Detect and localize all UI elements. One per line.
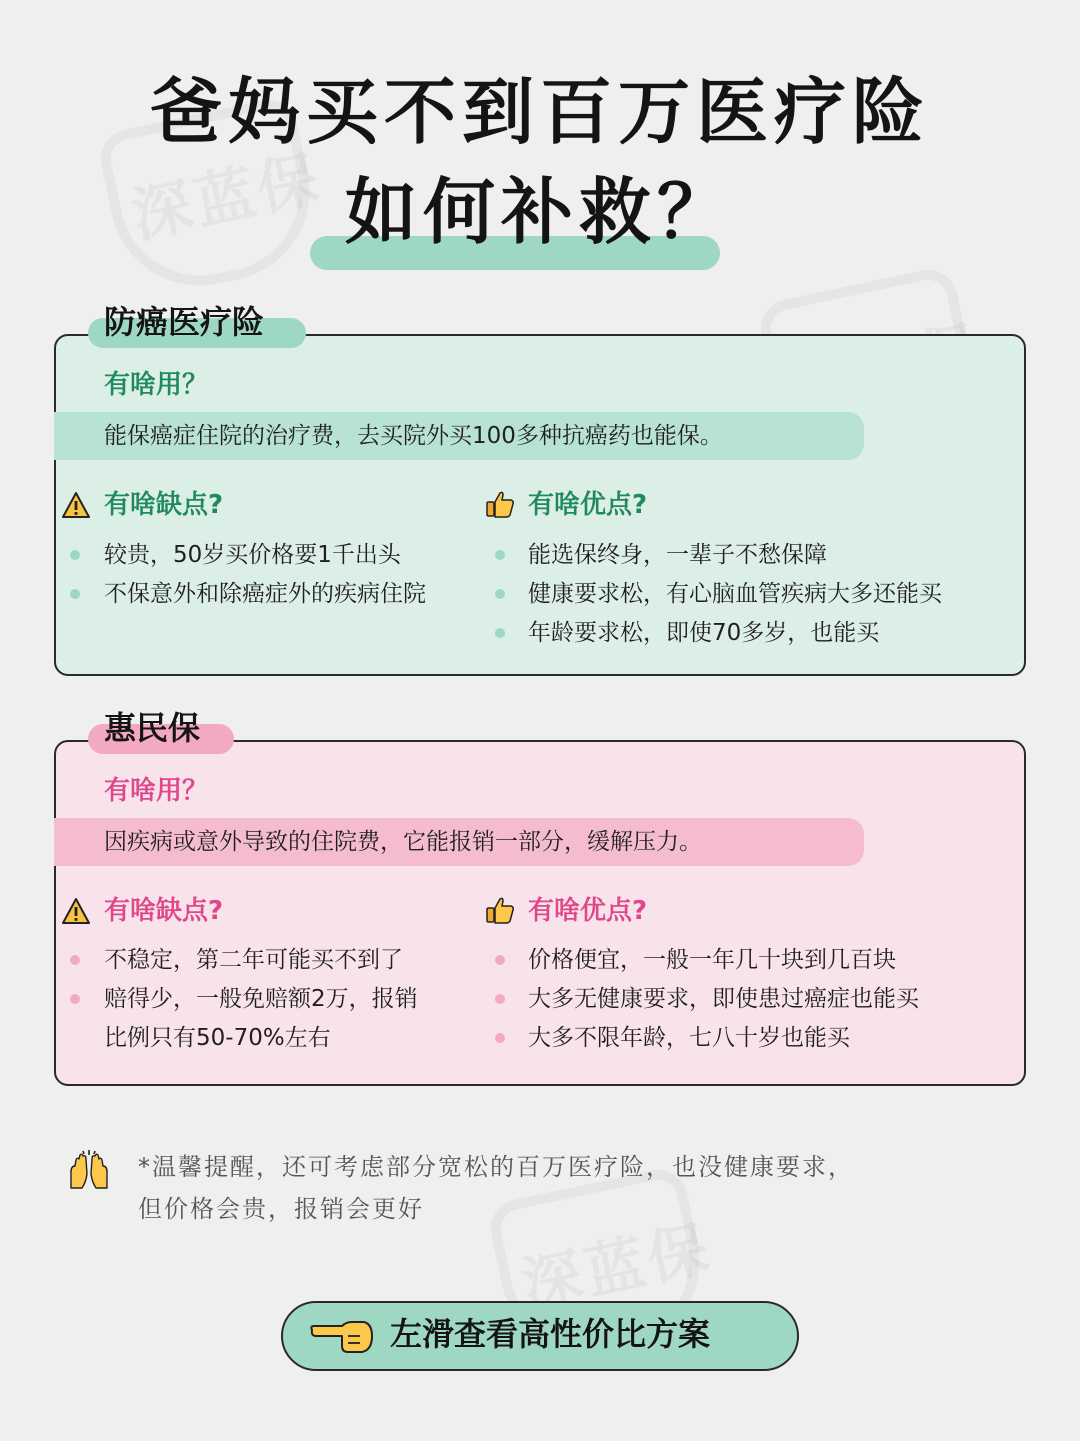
page-title-line1: 爸妈买不到百万医疗险 (149, 70, 930, 154)
use-text: 因疾病或意外导致的住院费，它能报销一部分，缓解压力。 (104, 829, 702, 855)
pros-heading: 有啥优点? (528, 896, 648, 926)
section-title-cancer: 防癌医疗险 (104, 303, 265, 341)
bullet-dot (495, 1033, 505, 1043)
cons-item: 较贵，50岁买价格要1千出头 (104, 542, 401, 568)
swipe-left-label[interactable]: 左滑查看高性价比方案 (390, 1315, 711, 1353)
pros-item: 价格便宜，一般一年几十块到几百块 (528, 947, 896, 973)
bullet-dot (70, 589, 80, 599)
pros-item: 大多无健康要求，即使患过癌症也能买 (528, 986, 919, 1012)
bullet-dot (495, 550, 505, 560)
bullet-dot (70, 955, 80, 965)
thumbs-up-icon (485, 895, 515, 925)
bullet-dot (495, 628, 505, 638)
pointing-hand-icon (308, 1316, 374, 1356)
bullet-dot (495, 589, 505, 599)
cons-item: 不保意外和除癌症外的疾病住院 (104, 581, 426, 607)
bullet-dot (495, 955, 505, 965)
cons-item: 不稳定，第二年可能买不到了 (104, 947, 403, 973)
page-title-line2: 如何补救？ (344, 170, 735, 254)
use-heading: 有啥用？ (104, 370, 209, 400)
pros-item: 年龄要求松，即使70多岁，也能买 (528, 620, 880, 646)
pros-item: 健康要求松，有心脑血管疾病大多还能买 (528, 581, 942, 607)
bullet-dot (70, 550, 80, 560)
use-text: 能保癌症住院的治疗费，去买院外买100多种抗癌药也能保。 (104, 423, 723, 449)
raised-hands-icon (68, 1150, 110, 1190)
section-title-huiminbao: 惠民保 (104, 709, 201, 747)
reminder-line2: 但价格会贵，报销会更好 (138, 1195, 424, 1223)
pros-item: 大多不限年龄，七八十岁也能买 (528, 1025, 850, 1051)
reminder-line1: *温馨提醒，还可考虑部分宽松的百万医疗险，也没健康要求， (138, 1153, 854, 1181)
cons-item: 赔得少，一般免赔额2万，报销 (104, 986, 418, 1012)
bullet-dot (70, 994, 80, 1004)
cons-heading: 有啥缺点? (104, 896, 224, 926)
cons-heading: 有啥缺点? (104, 490, 224, 520)
thumbs-up-icon (485, 489, 515, 519)
cons-item-continued: 比例只有50-70%左右 (104, 1025, 331, 1051)
reminder-note (138, 1146, 978, 1230)
warning-icon (61, 491, 91, 519)
pros-heading: 有啥优点? (528, 490, 648, 520)
warning-icon (61, 897, 91, 925)
bullet-dot (495, 994, 505, 1004)
use-heading: 有啥用？ (104, 776, 209, 806)
pros-item: 能选保终身，一辈子不愁保障 (528, 542, 827, 568)
